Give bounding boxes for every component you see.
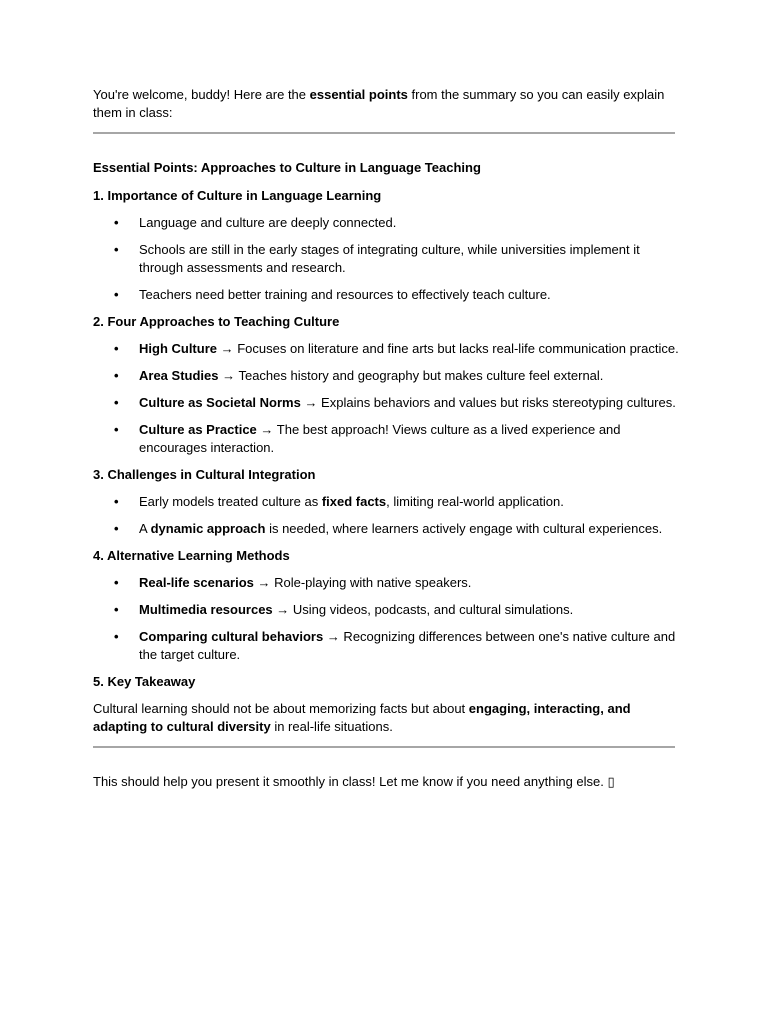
item-bold-term: Area Studies (139, 368, 219, 383)
list-item (93, 241, 683, 277)
item-bold-term: High Culture (139, 341, 217, 356)
bullet-icon: • (114, 395, 119, 410)
item-text: Schools are still in the early stages of integrating culture, while universities implement it through assessments and research. (139, 242, 640, 275)
intro-text-before: You're welcome, buddy! Here are the (93, 87, 310, 102)
item-text: → Focuses on literature and fine arts but lacks real-life communication practice. (217, 341, 679, 356)
takeaway-paragraph (93, 700, 683, 736)
bullet-icon: • (114, 629, 119, 644)
bullet-icon: • (114, 368, 119, 383)
item-text: → Using videos, podcasts, and cultural simulations. (272, 602, 574, 617)
item-bold-term: Comparing cultural behaviors (139, 629, 324, 644)
bullet-list (93, 493, 683, 538)
list-item (93, 574, 683, 592)
takeaway-bold: engaging, interacting, and adapting to cultural diversity (93, 701, 631, 734)
list-item (93, 628, 683, 664)
section-heading: 2. Four Approaches to Teaching Culture (93, 314, 340, 329)
list-item (93, 367, 683, 385)
list-item (93, 394, 683, 412)
intro-bold: essential points (309, 87, 408, 102)
item-bold-term: dynamic approach (150, 521, 266, 536)
item-text: , limiting real-world application. (386, 494, 564, 509)
item-bold-term: fixed facts (321, 494, 387, 509)
item-text: → Teaches history and geography but makes culture feel external. (218, 368, 604, 383)
list-item (93, 340, 683, 358)
bullet-icon: • (114, 575, 119, 590)
sections-container (93, 187, 683, 664)
document-page (93, 86, 683, 791)
list-item (93, 421, 683, 457)
item-bold-term: Multimedia resources (139, 602, 273, 617)
item-text: → Explains behaviors and values but risks stereotyping cultures. (300, 395, 676, 410)
divider-top (93, 132, 675, 134)
divider-bottom (93, 746, 675, 748)
document-title: Essential Points: Approaches to Culture in Language Teaching (93, 160, 481, 175)
intro-paragraph (93, 86, 683, 122)
closing-paragraph: This should help you present it smoothly in class! Let me know if you need anything else. ▯ (93, 774, 615, 789)
takeaway-text-after: in real-life situations. (270, 719, 393, 734)
bullet-icon: • (114, 341, 119, 356)
item-text: Teachers need better training and resources to effectively teach culture. (139, 287, 551, 302)
bullet-icon: • (114, 602, 119, 617)
bullet-icon: • (114, 494, 119, 509)
item-text: → The best approach! Views culture as a lived experience and encourages interaction. (139, 422, 621, 455)
section-heading: 1. Importance of Culture in Language Learning (93, 188, 382, 203)
item-bold-term: Real-life scenarios (139, 575, 254, 590)
list-item (93, 286, 683, 304)
bullet-icon: • (114, 287, 119, 302)
intro-text-after: from the summary so you can easily explain them in class: (93, 87, 665, 120)
item-text: → Recognizing differences between one's native culture and the target culture. (139, 629, 676, 662)
item-bold-term: Culture as Societal Norms (139, 395, 301, 410)
list-item (93, 601, 683, 619)
list-item (93, 520, 683, 538)
item-text: is needed, where learners actively engage with cultural experiences. (265, 521, 663, 536)
item-text: Language and culture are deeply connected. (139, 215, 397, 230)
bullet-icon: • (114, 521, 119, 536)
bullet-icon: • (114, 215, 119, 230)
bullet-list (93, 340, 683, 457)
takeaway-text-before: Cultural learning should not be about memorizing facts but about (93, 701, 469, 716)
bullet-list (93, 574, 683, 664)
item-bold-term: Culture as Practice (139, 422, 257, 437)
bullet-icon: • (114, 422, 119, 437)
bullet-list (93, 214, 683, 304)
item-text-pre: Early models treated culture as (139, 494, 322, 509)
bullet-icon: • (114, 242, 119, 257)
item-text-pre: A (139, 521, 151, 536)
list-item (93, 214, 683, 232)
list-item (93, 493, 683, 511)
takeaway-heading: 5. Key Takeaway (93, 674, 196, 689)
section-heading: 3. Challenges in Cultural Integration (93, 467, 316, 482)
section-heading: 4. Alternative Learning Methods (93, 548, 290, 563)
item-text: → Role-playing with native speakers. (253, 575, 472, 590)
